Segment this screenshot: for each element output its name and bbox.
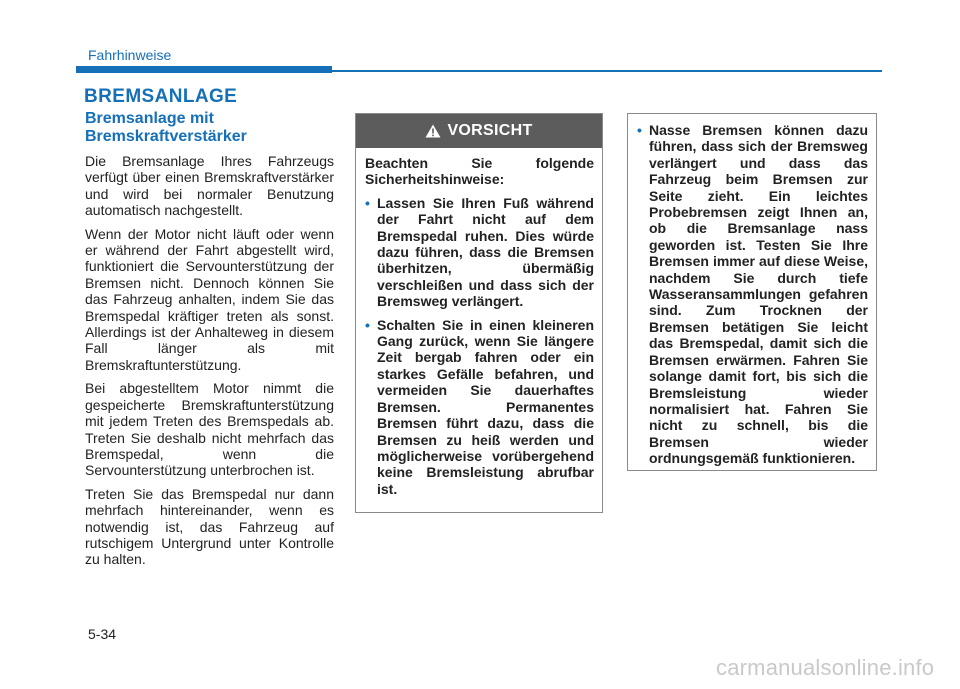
caution-body xyxy=(356,148,602,497)
list-item xyxy=(637,122,868,467)
caution-title: VORSICHT xyxy=(447,122,533,139)
section-title: BREMSANLAGE xyxy=(84,86,238,107)
bullet-icon: • xyxy=(637,122,642,138)
list-item-text: Lassen Sie Ihren Fuß während der Fahrt nicht auf dem Bremspedal ruhen. Dies würde dazu führen, dass die Bremsen überhitzen, übermäßig verschleißen und dass sich der Bremsweg verlängert. xyxy=(377,194,594,310)
paragraph: Wenn der Motor nicht läuft oder wenn er während der Fahrt abgestellt wird, funktioniert die Servounterstützung der Bremsen nicht. Dennoch können Sie das Fahrzeug anhalten, indem Sie das Bremspedal kräftiger treten als sonst. Allerdings ist der Anhalteweg in diesem Fall länger als mit Bremskraftunterstützung. xyxy=(85,225,334,373)
list-item xyxy=(365,195,594,310)
continued-caution-list xyxy=(637,122,868,467)
bullet-icon: • xyxy=(365,194,370,211)
warning-triangle-icon xyxy=(425,124,441,138)
body-text-column xyxy=(85,153,334,575)
watermark: carmanualsonline.info xyxy=(716,655,935,680)
paragraph: Bei abgestelltem Motor nimmt die gespeicherte Bremskraftunterstützung mit jedem Treten des Bremspedals ab. Treten Sie deshalb nicht mehrfach das Bremspedal, wenn die Servounterstützung unterbrochen ist. xyxy=(85,380,334,479)
paragraph: Treten Sie das Bremspedal nur dann mehrfach hintereinander, wenn es notwendig ist, das Fahrzeug auf rutschigem Untergrund unter Kontrolle zu halten. xyxy=(85,485,334,568)
list-item-text: Schalten Sie in einen kleineren Gang zurück, wenn Sie längere Zeit bergab fahren oder ein starkes Gefälle befahren, und vermeiden Sie dauerhaftes Bremsen. Permanentes Bremsen führt dazu, dass die Bremsen zu heiß werden und möglicherweise vorübergehend keine Bremsleistung abrufbar ist. xyxy=(377,316,594,497)
subsection-title: Bremsanlage mit Bremskraftverstärker xyxy=(85,110,247,145)
caution-box xyxy=(355,113,603,513)
page-number: 5-34 xyxy=(88,626,117,642)
section-header-label: Fahrhinweise xyxy=(88,47,172,63)
caution-list xyxy=(365,195,594,497)
header-rule xyxy=(332,70,882,72)
caution-header xyxy=(356,114,602,148)
header-accent-bar xyxy=(76,66,332,73)
paragraph: Die Bremsanlage Ihres Fahrzeugs verfügt über einen Bremskraftverstärker und wird bei normaler Benutzung automatisch nachgestellt. xyxy=(85,153,334,219)
bullet-icon: • xyxy=(365,316,370,333)
list-item xyxy=(365,317,594,497)
caution-intro: Beachten Sie folgende Sicherheitshinweise: xyxy=(365,155,594,188)
continued-caution-box xyxy=(627,113,877,471)
list-item-text: Nasse Bremsen können dazu führen, dass sich der Bremsweg verlängert und dass das Fahrzeug beim Bremsen zur Seite zieht. Ein leichtes Probebremsen zeigt Ihnen an, ob die Bremsanlage nass geworden ist. Testen Sie Ihre Bremsen immer auf diese Weise, nachdem Sie durch tiefe Wasseransammlungen gefahren sind. Zum Trocknen der Bremsen betätigen Sie leicht das Bremspedal, damit sich die Bremsen erwärmen. Fahren Sie solange damit fort, bis sich die Bremsleistung wieder normalisiert hat. Fahren Sie nicht zu schnell, bis die Bremsen wieder ordnungsgemäß funktionieren. xyxy=(649,122,868,467)
